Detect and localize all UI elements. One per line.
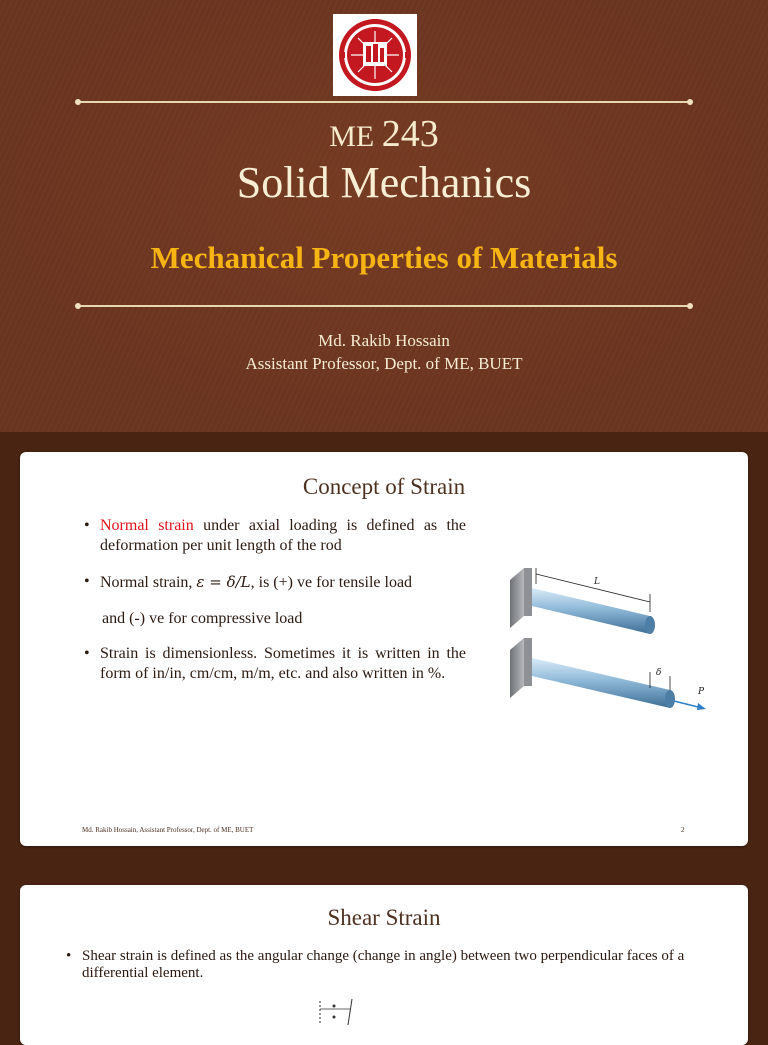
axial-rod-figure	[498, 562, 705, 722]
bullet-normal-strain	[82, 516, 466, 556]
slide-footer: Md. Rakib Hossain, Assistant Professor, Dept. of ME, BUET	[82, 826, 254, 834]
bullet-shear-strain	[66, 948, 692, 982]
course-code-prefix: ME	[329, 120, 375, 153]
rod-bottom-end	[665, 690, 675, 708]
rod-bottom	[532, 658, 670, 708]
arrow-head-icon	[697, 703, 706, 710]
wall-support-top-face	[524, 568, 532, 616]
rod-top	[532, 588, 650, 634]
bullet-mark: •	[84, 573, 90, 590]
strain-formula: ε = δ/L	[196, 573, 251, 591]
bullet-text: under axial loading is defined as the deformation per unit length of the rod	[100, 517, 467, 554]
buet-logo-icon	[336, 16, 414, 94]
bullet-mark: •	[84, 645, 90, 662]
wall-support-bottom-face	[524, 638, 532, 686]
author-title: Assistant Professor, Dept. of ME, BUET	[245, 354, 523, 373]
university-logo	[333, 14, 417, 96]
author-name: Md. Rakib Hossain	[318, 331, 450, 350]
rod-top-end	[645, 616, 655, 634]
bullet-text: Shear strain is defined as the angular change (change in angle) between two perpendicular faces of a differential element.	[82, 948, 685, 981]
bullet-mark: •	[84, 517, 90, 534]
bullet-list	[82, 516, 466, 684]
course-code	[0, 112, 768, 156]
lecture-topic: Mechanical Properties of Materials	[150, 240, 618, 275]
wall-support-top	[510, 568, 524, 628]
label-length: L	[594, 577, 600, 587]
page-number: 2	[681, 826, 685, 834]
bullet-dimensionless	[82, 644, 466, 684]
label-delta: δ	[656, 668, 662, 678]
slide-heading: Shear Strain	[327, 905, 441, 930]
bottom-divider	[78, 305, 690, 307]
course-name: Solid Mechanics	[236, 158, 532, 207]
top-divider	[78, 101, 690, 103]
shear-element-figure	[312, 995, 382, 1025]
course-code-number: 243	[381, 113, 439, 155]
slide-heading: Concept of Strain	[302, 474, 466, 499]
bullet-mark: •	[66, 948, 72, 964]
bullet-text: Normal strain,	[100, 574, 197, 591]
divider-dot	[687, 99, 693, 105]
wall-support-bottom	[510, 638, 524, 698]
slide-shear-strain	[20, 885, 748, 1045]
bullet-continuation: and (-) ve for compressive load	[102, 610, 303, 627]
bullet-text: , is (+) ve for tensile load	[250, 574, 413, 591]
term-normal-strain: Normal strain	[100, 517, 194, 534]
slide-concept-of-strain	[20, 452, 748, 846]
bullet-sign-convention	[82, 572, 466, 593]
title-slide	[0, 0, 768, 432]
divider-dot	[687, 303, 693, 309]
divider-dot	[75, 303, 81, 309]
divider-dot	[75, 99, 81, 105]
bullet-text: Strain is dimensionless. Sometimes it is written in the form of in/in, cm/cm, m/m, etc. and also written in %.	[100, 645, 466, 682]
label-load: P	[698, 687, 705, 697]
